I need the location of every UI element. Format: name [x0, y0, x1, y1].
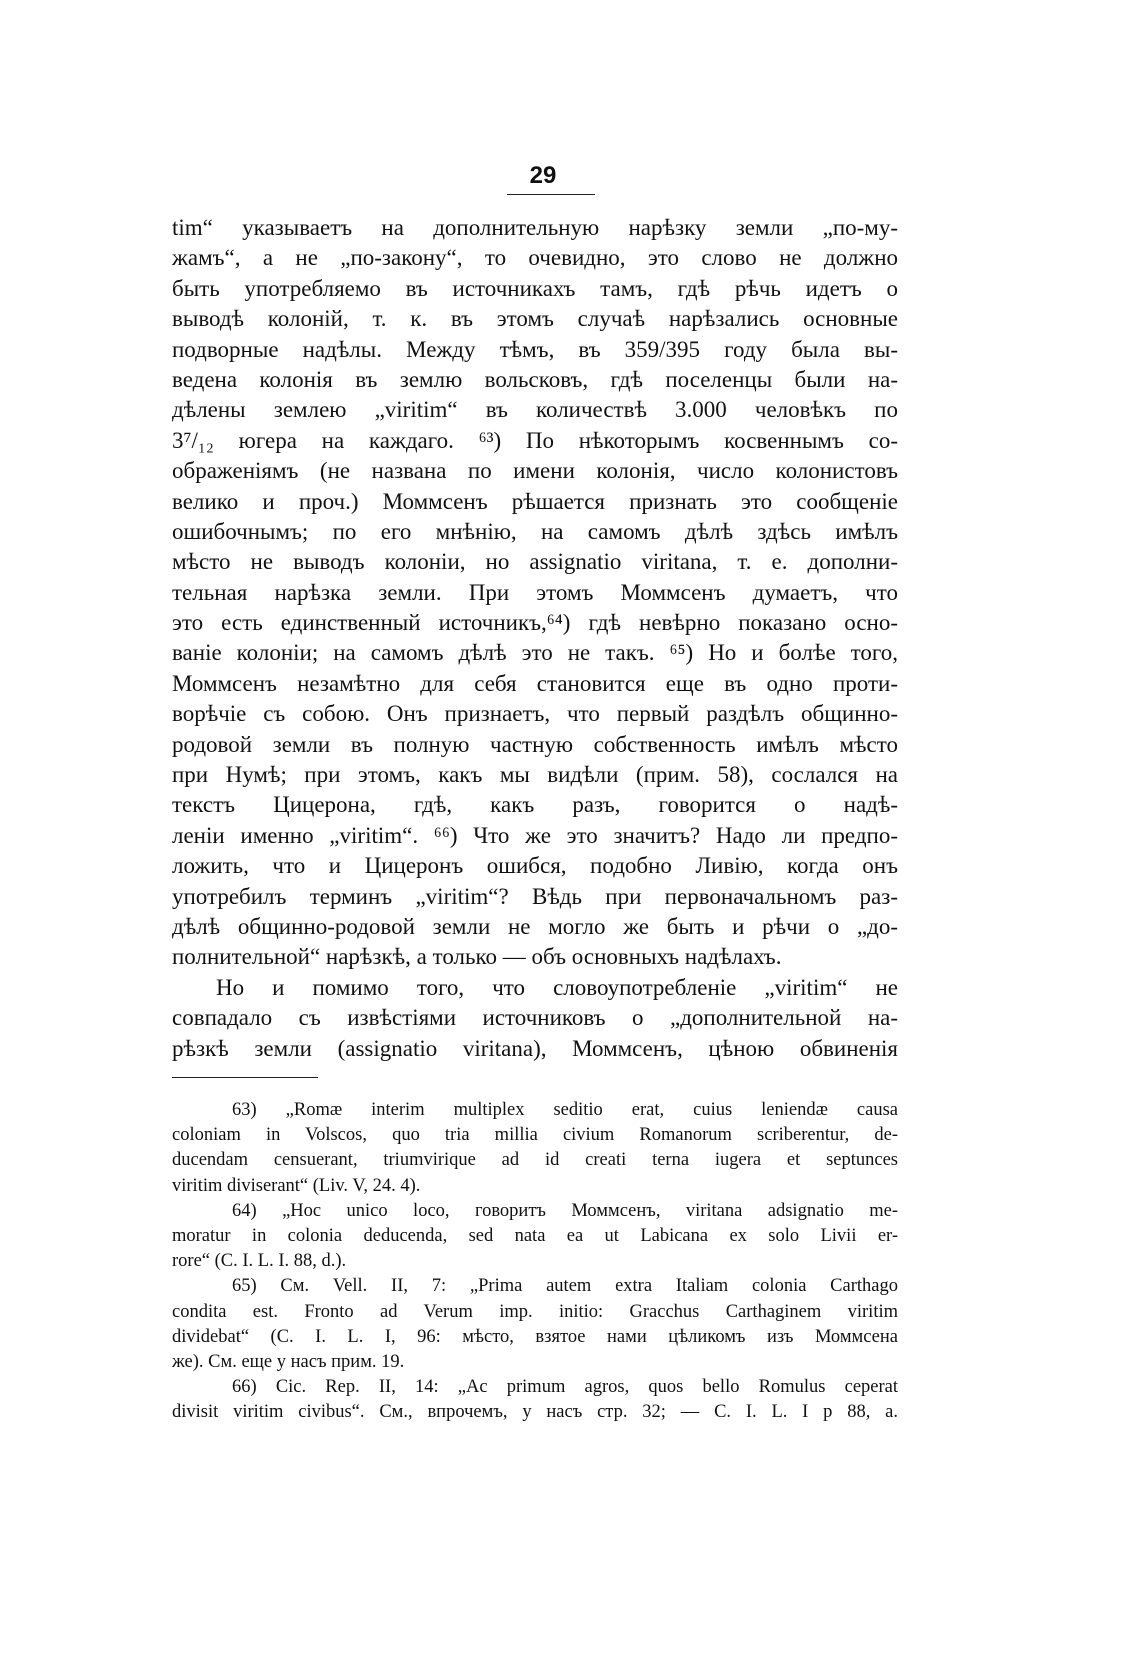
body-line: Но и помимо того, что словоупотребленіе „viritim“ не: [216, 974, 898, 1000]
footnote-line: viritim diviserant“ (Liv. V, 24. 4).: [172, 1175, 421, 1196]
body-line: леніи именно „viritim“. ⁶⁶) Что же это значитъ? Надо ли предпо-: [172, 822, 898, 848]
body-line: велико и проч.) Моммсенъ рѣшается признать это сообщеніе: [172, 488, 898, 514]
footnotes: [172, 1098, 898, 1425]
footnote-line: coloniam in Volscos, quo tria millia civium Romanorum scriberentur, de-: [172, 1125, 898, 1146]
body-line: родовой земли въ полную частную собственность имѣлъ мѣсто: [172, 731, 898, 757]
header-rule: [507, 194, 595, 195]
footnote-line: moratur in colonia deducenda, sed nata ea ut Labicana ex solo Livii er-: [172, 1225, 898, 1246]
body-line: дѣлены землею „viritim“ въ количествѣ 3.000 человѣкъ по: [172, 397, 898, 423]
body-line: tim“ указываетъ на дополнительную нарѣзку земли „по-му-: [172, 215, 898, 240]
body-line: текстъ Цицерона, гдѣ, какъ разъ, говорится о надѣ-: [172, 792, 898, 818]
footnote-rule: [172, 1077, 318, 1078]
body-line: Моммсенъ незамѣтно для себя становится еще въ одно проти-: [172, 670, 898, 696]
footnote-line: ducendam censuerant, triumvirique ad id creati terna iugera et septunces: [172, 1150, 898, 1171]
body-line: употребилъ терминъ „viritim“? Вѣдь при первоначальномъ раз-: [172, 883, 898, 909]
footnote-line: dividebat“ (C. I. L. I, 96: мѣсто, взятое нами цѣликомъ изъ Моммсена: [172, 1326, 898, 1347]
body-line: мѣсто не выводъ колоніи, но assignatio viritana, т. е. дополни-: [172, 549, 898, 575]
body-line: быть употребляемо въ источникахъ тамъ, гдѣ рѣчь идетъ о: [172, 275, 898, 301]
body-line: ображеніямъ (не названа по имени колонія, число колонистовъ: [172, 458, 898, 484]
footnote-line: 64) „Hoc unico loco, говоритъ Моммсенъ, viritana adsignatio me-: [232, 1200, 898, 1221]
body-line: при Нумѣ; при этомъ, какъ мы видѣли (прим. 58), сослался на: [172, 762, 898, 788]
body-line: ворѣчіе съ собою. Онъ признаетъ, что первый раздѣлъ общинно-: [172, 701, 898, 727]
page-number: 29: [529, 162, 557, 189]
footnote-line: condita est. Fronto ad Verum imp. initio: Gracchus Carthaginem viritim: [172, 1301, 898, 1322]
footnote-line: 65) См. Vell. II, 7: „Prima autem extra Italiam colonia Carthago: [232, 1276, 898, 1297]
body-line: рѣзкѣ земли (assignatio viritana), Моммсенъ, цѣною обвиненія: [172, 1035, 898, 1061]
body-line: тельная нарѣзка земли. При этомъ Моммсенъ думаетъ, что: [172, 579, 898, 605]
body-line: ваніе колоніи; на самомъ дѣлѣ это не такъ. ⁶⁵) Но и болѣе того,: [172, 640, 898, 666]
body-line: совпадало съ извѣстіями источниковъ о „дополнительной на-: [172, 1005, 898, 1031]
body-line: ошибочнымъ; по его мнѣнію, на самомъ дѣлѣ здѣсь имѣлъ: [172, 518, 898, 544]
body-line: выводѣ колоній, т. к. въ этомъ случаѣ нарѣзались основные: [172, 306, 898, 332]
footnote-line: rore“ (C. I. L. I. 88, d.).: [172, 1251, 347, 1272]
footnote-line: же). См. еще у насъ прим. 19.: [172, 1351, 405, 1372]
body-line: полнительной“ нарѣзкѣ, а только — объ основныхъ надѣлахъ.: [172, 944, 782, 970]
body-line: ложить, что и Цицеронъ ошибся, подобно Ливію, когда онъ: [172, 853, 898, 879]
body-line: подворные надѣлы. Между тѣмъ, въ 359/395 году была вы-: [172, 336, 898, 362]
footnote-line: 63) „Romæ interim multiplex seditio erat, cuius leniendæ causa: [232, 1100, 898, 1120]
footnote-line: 66) Cic. Rep. II, 14: „Ac primum agros, quos bello Romulus ceperat: [232, 1377, 898, 1398]
body-line: это есть единственный источникъ,⁶⁴) гдѣ невѣрно показано осно-: [172, 610, 898, 636]
body-text: [172, 213, 898, 1064]
body-line: дѣлѣ общинно-родовой земли не могло же быть и рѣчи о „до-: [172, 913, 898, 939]
footnote-line: divisit viritim civibus“. См., впрочемъ, у насъ стр. 32; — C. I. L. I p 88, a.: [172, 1402, 898, 1423]
body-line: 3⁷/₁₂ югера на каждаго. ⁶³) По нѣкоторымъ косвеннымъ со-: [172, 427, 898, 453]
body-line: жамъ“, а не „по-закону“, то очевидно, это слово не должно: [172, 245, 898, 271]
body-line: ведена колонія въ землю вольсковъ, гдѣ поселенцы были на-: [172, 366, 898, 392]
